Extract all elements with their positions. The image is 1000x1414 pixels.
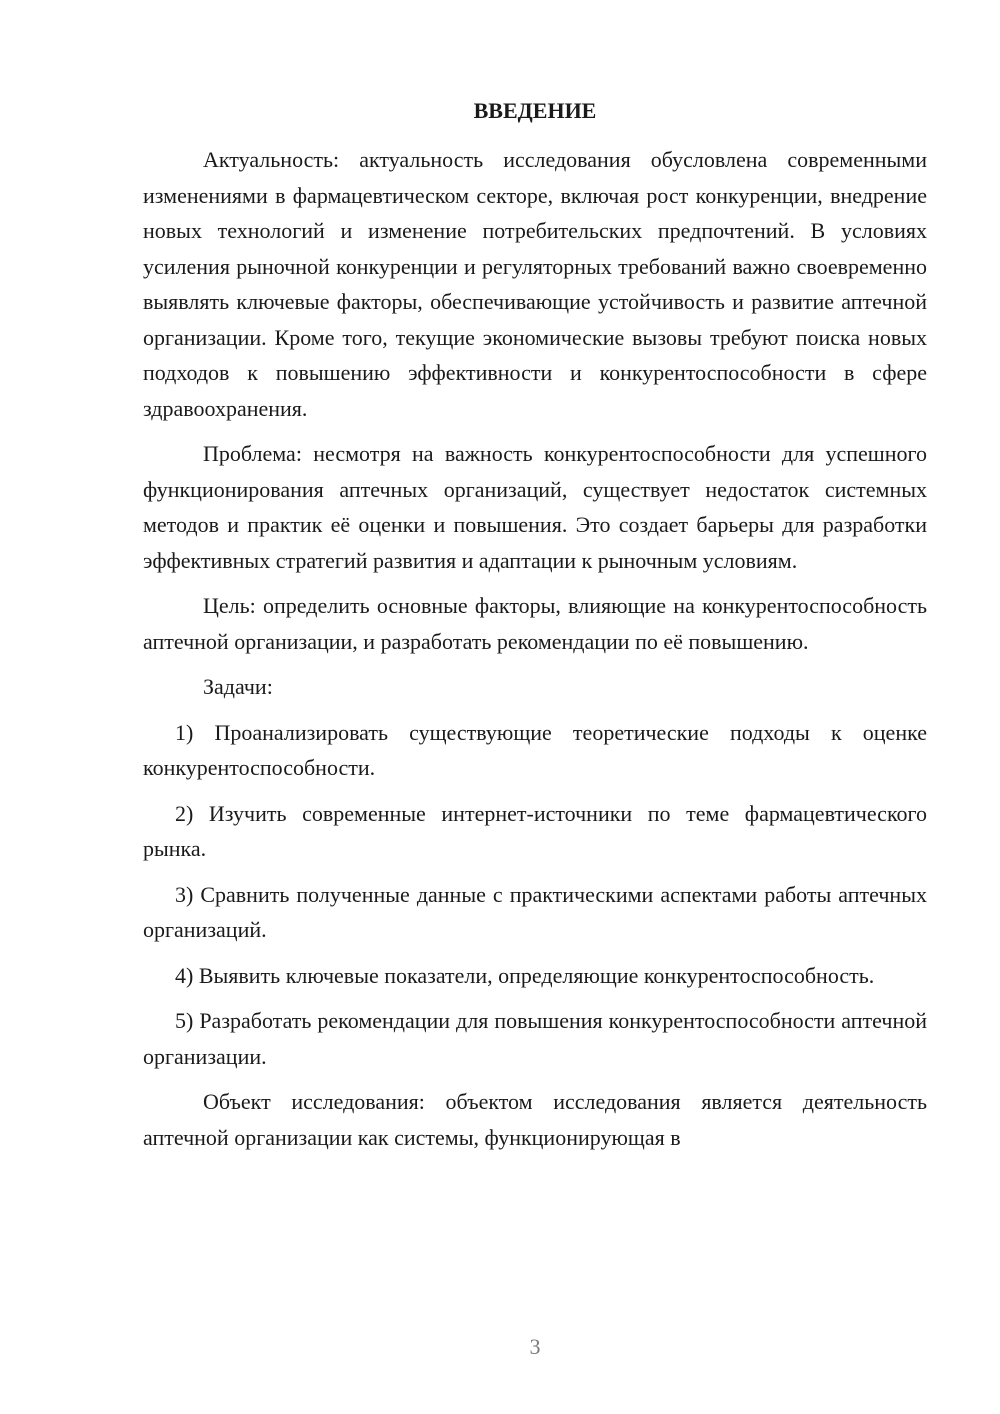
paragraph-relevance: Актуальность: актуальность исследования обусловлена современными изменениями в фармацевтическом секторе, включая рост конкуренции, внедрение новых технологий и изменение потребительских предпочтений. В условиях усиления рыночной конкуренции и регуляторных требований важно своевременно выявлять ключевые факторы, обеспечивающие устойчивость и развитие аптечной организации. Кроме того, текущие экономические вызовы требуют поиска новых подходов к повышению эффективности и конкурентоспособности в сфере здравоохранения.	[143, 147, 927, 421]
paragraph-object: Объект исследования: объектом исследования является деятельность аптечной организации как системы, функционирующая в	[143, 1089, 927, 1150]
paragraph-goal: Цель: определить основные факторы, влияющие на конкурентоспособность аптечной организации, и разработать рекомендации по её повышению.	[143, 593, 927, 654]
paragraph-problem: Проблема: несмотря на важность конкурентоспособности для успешного функционирования аптечных организаций, существует недостаток системных методов и практик её оценки и повышения. Это создает барьеры для разработки эффективных стратегий развития и адаптации к рыночным условиям.	[143, 441, 927, 573]
task-item-5: 5) Разработать рекомендации для повышения конкурентоспособности аптечной организации.	[143, 1008, 927, 1069]
task-item-4: 4) Выявить ключевые показатели, определяющие конкурентоспособность.	[175, 962, 875, 988]
task-item-3: 3) Сравнить полученные данные с практическими аспектами работы аптечных организаций.	[143, 881, 927, 942]
tasks-heading: Задачи:	[203, 674, 273, 699]
task-item-2: 2) Изучить современные интернет-источники по теме фармацевтического рынка.	[143, 800, 927, 861]
page-number: 3	[529, 1334, 541, 1359]
document-body	[143, 96, 927, 1155]
task-item-1: 1) Проанализировать существующие теоретические подходы к оценке конкурентоспособности.	[143, 719, 927, 780]
section-title: ВВЕДЕНИЕ	[473, 98, 597, 123]
